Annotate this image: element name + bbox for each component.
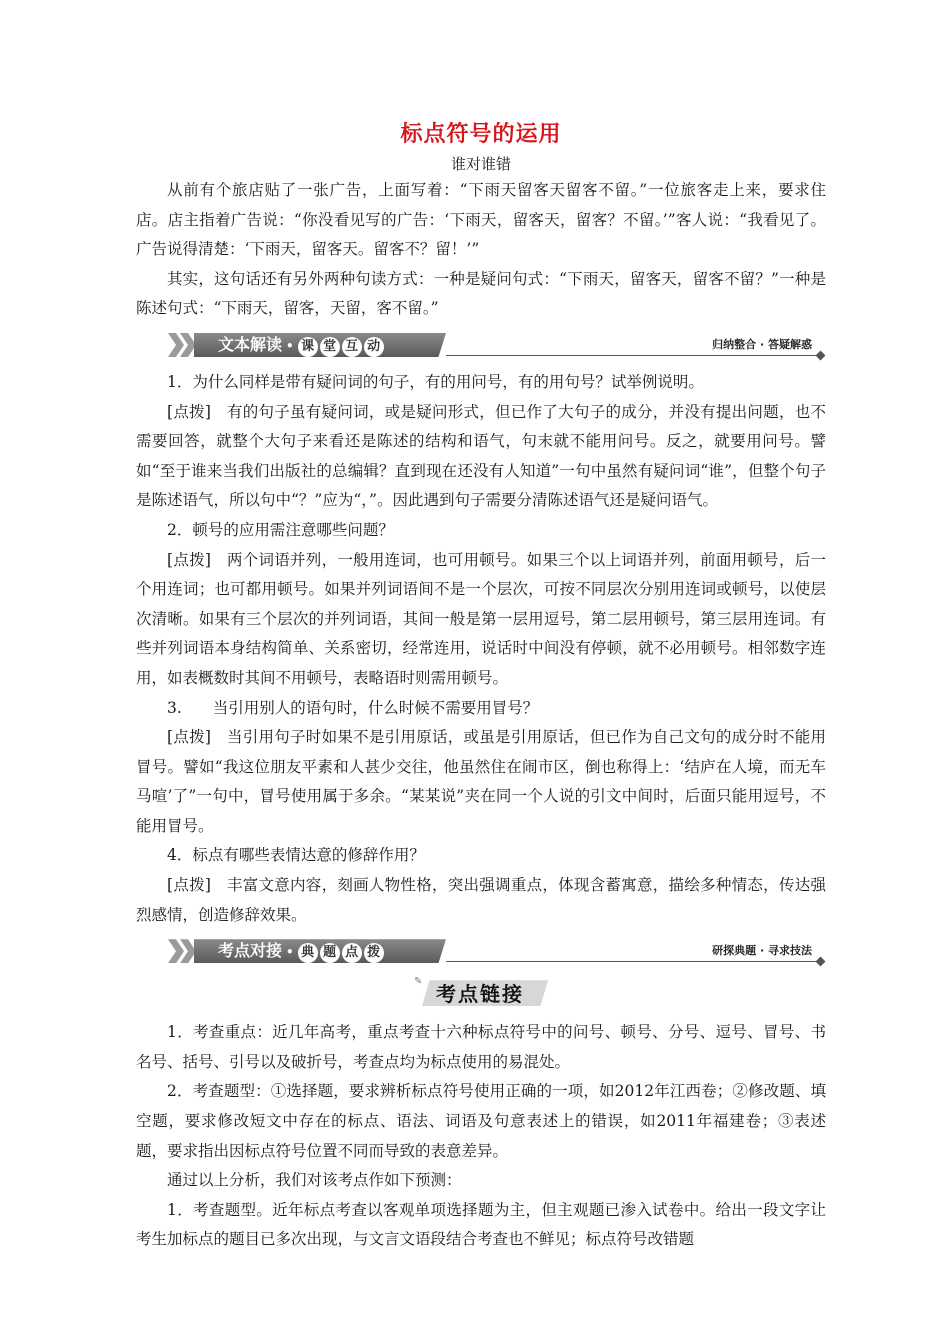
banner-right-caption: 研探典题 · 寻求技法: [712, 944, 812, 958]
sparkle-icon: ✎: [414, 976, 423, 988]
chevron-right-icon: [168, 939, 184, 963]
exam-link-heading: [136, 974, 826, 1014]
banner-label: [218, 333, 386, 357]
document-page: [136, 118, 826, 1255]
banner-label-main: 文本解读: [218, 334, 283, 354]
exam-paragraph: 1．考查重点：近几年高考，重点考查十六种标点符号中的问号、顿号、分号、逗号、冒号、书名号、括号、引号以及破折号，考查点均为标点使用的易混处。: [136, 1023, 826, 1071]
banner-label: [218, 939, 386, 963]
exam-paragraph: 通过以上分析，我们对该考点作如下预测：: [167, 1171, 462, 1190]
banner-char: 堂: [320, 337, 340, 357]
question: 2．顿号的应用需注意哪些问题？: [167, 520, 394, 539]
banner-right-caption: 归纳整合 · 答疑解惑: [712, 337, 812, 351]
banner-char: 拨: [364, 943, 384, 963]
banner-label-main: 考点对接: [218, 941, 283, 961]
banner-char: 互: [342, 337, 362, 357]
banner-char: 题: [320, 943, 340, 963]
answer: [点拨] 两个词语并列，一般用连词，也可用顿号。如果三个以上词语并列，前面用顿号，后一个用连词；也可都用顿号。如果并列词语间不是一个层次，可按不同层次分别用连词或顿号，以使层次清晰。如果有三个层次的并列词语，其间一般是第一层用逗号，第二层用顿号，第三层用连词。有些并列词语本身结构简单、关系密切，经常连用，说话时中间没有停顿，就不必用顿号。相邻数字连用，如表概数时其间不用顿号，表略语时则需用顿号。: [136, 550, 826, 687]
exam-paragraph: 2．考查题型：①选择题，要求辨析标点符号使用正确的一项，如2012年江西卷；②修改题、填空题，要求修改短文中存在的标点、语法、词语及句意表述上的错误，如2011年福建卷；③表述题，要求指出因标点符号位置不同而导致的表意差异。: [136, 1082, 826, 1160]
question: 4．标点有哪些表情达意的修辞作用？: [167, 846, 425, 865]
answer: [点拨] 当引用句子时如果不是引用原话，或虽是引用原话，但已作为自己文句的成分时不能用冒号。譬如“我这位朋友平素和人甚少交往，他虽然住在闹市区，倒也称得上：‘结庐在人境，而无车马喧’了”一句中，冒号使用属于多余。“某某说”夹在同一个人说的引文中间时，后面只能用逗号，不能用冒号。: [136, 728, 826, 835]
intro-paragraph: 从前有个旅店贴了一张广告，上面写着：“下雨天留客天留客不留。”一位旅客走上来，要求住店。店主指着广告说：“你没看见写的广告：‘下雨天，留客天，留客？不留。’”客人说：“我看见了。广告说得清楚：‘下雨天，留客天。留客不？留！’”: [136, 181, 826, 259]
banner-char: 点: [342, 943, 362, 963]
chevron-right-icon: [168, 333, 184, 357]
banner-char: 课: [298, 337, 318, 357]
answer: [点拨] 丰富文意内容，刻画人物性格，突出强调重点，体现含蓄寓意，描绘多种情态，传达强烈感情，创造修辞效果。: [136, 876, 826, 924]
answer: [点拨] 有的句子虽有疑问词，或是疑问形式，但已作了大句子的成分，并没有提出问题，也不需要回答，就整个大句子来看还是陈述的结构和语气，句末就不能用问号。反之，就要用问号。譬如“至于谁来当我们出版社的总编辑？直到现在还没有人知道”一句中虽然有疑问词“谁”，但整个句子是陈述语气，所以句中“？”应为“，”。因此遇到句子需要分清陈述语气还是疑问语气。: [136, 402, 826, 510]
question: 3. 当引用别人的语句时，什么时候不需要用冒号？: [167, 698, 539, 717]
banner-char: 动: [364, 337, 384, 357]
exam-paragraph: 1．考查题型。近年标点考查以客观单项选择题为主，但主观题已渗入试卷中。给出一段文字让考生加标点的题目已多次出现，与文言文语段结合考查也不鲜见；标点符号改错题: [136, 1200, 826, 1249]
banner-dot: •: [286, 945, 294, 960]
page-subtitle: 谁对谁错: [450, 155, 511, 173]
question: 1．为什么同样是带有疑问词的句子，有的用问号，有的用句号？试举例说明。: [167, 372, 704, 391]
diamond-icon: [816, 957, 826, 967]
exam-link-title: 考点链接: [436, 982, 524, 1007]
banner-divider: [446, 355, 818, 356]
banner-char: 典: [298, 943, 318, 963]
banner-divider: [446, 961, 818, 962]
diamond-icon: [816, 351, 826, 361]
intro-paragraph: 其实，这句话还有另外两种句读方式：一种是疑问句式：“下雨天，留客天，留客不留？”一种是陈述句式：“下雨天，留客，天留，客不留。”: [136, 269, 826, 318]
section-banner-exam-points: [136, 936, 826, 966]
page-title: 标点符号的运用: [400, 122, 562, 147]
section-banner-text-analysis: [136, 330, 826, 360]
banner-dot: •: [286, 338, 294, 353]
